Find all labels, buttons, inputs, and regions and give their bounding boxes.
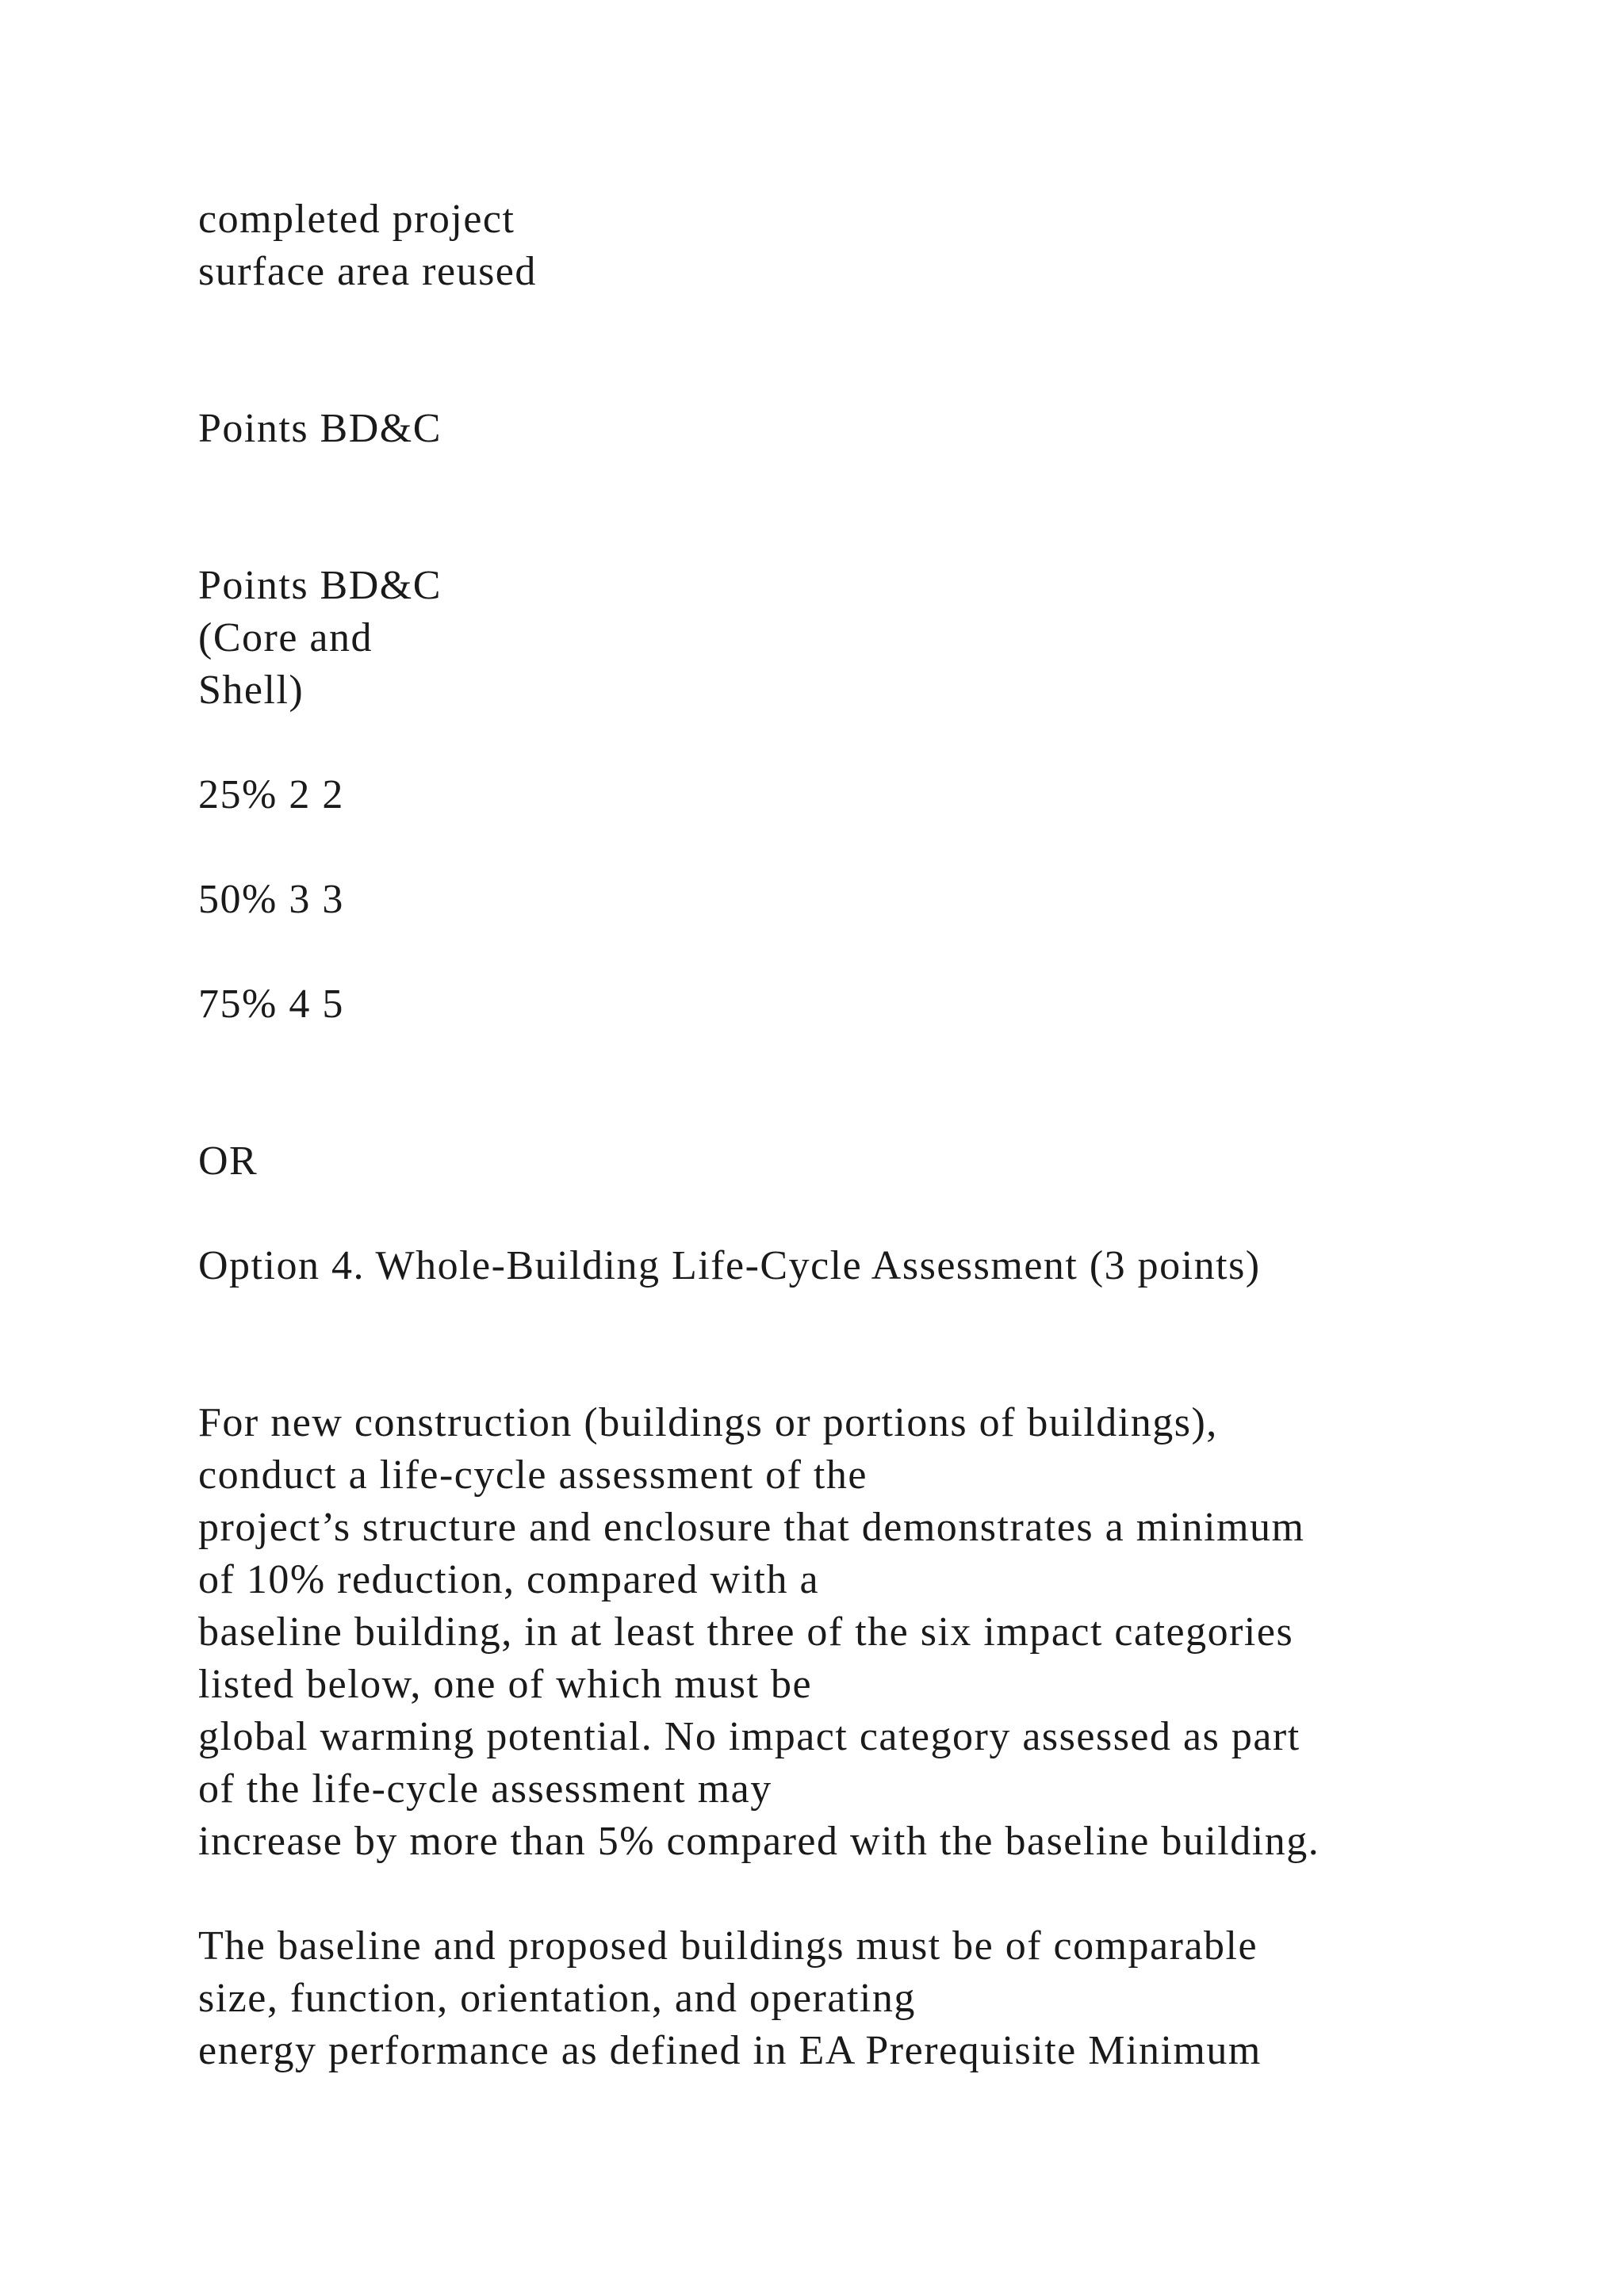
text-line: 25% 2 2 (198, 772, 344, 817)
text-line: The baseline and proposed buildings must be of comparable (198, 1923, 1258, 1969)
text-line: Option 4. Whole-Building Life-Cycle Assessment (3 points) (198, 1243, 1261, 1288)
text-line: (Core and (198, 615, 373, 660)
document-body (198, 193, 1546, 2077)
text-line: conduct a life-cycle assessment of the (198, 1452, 868, 1498)
text-line: For new construction (buildings or portions of buildings), (198, 1400, 1218, 1445)
paragraph-surface-area (198, 193, 1546, 298)
text-line: project’s structure and enclosure that demonstrates a minimum (198, 1505, 1305, 1550)
paragraph-baseline (198, 1920, 1546, 2077)
paragraph-points-bdc-core-shell (198, 560, 1546, 717)
text-line: listed below, one of which must be (198, 1662, 813, 1707)
text-line: OR (198, 1138, 259, 1184)
text-line: of 10% reduction, compared with a (198, 1557, 820, 1602)
text-line: 75% 4 5 (198, 982, 344, 1027)
text-line: global warming potential. No impact category assessed as part (198, 1714, 1300, 1759)
text-line: Shell) (198, 668, 304, 713)
text-line: energy performance as defined in EA Prerequisite Minimum (198, 2028, 1262, 2073)
text-line: baseline building, in at least three of the six impact categories (198, 1609, 1294, 1655)
text-line: increase by more than 5% compared with the baseline building. (198, 1819, 1320, 1864)
text-line: 50% 3 3 (198, 877, 344, 922)
option-4-heading (198, 1240, 1546, 1292)
paragraph-points-bdc (198, 403, 1546, 455)
paragraph-new-construction (198, 1397, 1546, 1868)
text-line: completed project (198, 197, 515, 242)
text-line: Points BD&C (198, 563, 442, 608)
text-line: of the life-cycle assessment may (198, 1766, 772, 1812)
points-row-25 (198, 769, 1546, 821)
text-line: surface area reused (198, 249, 537, 294)
paragraph-or (198, 1135, 1546, 1188)
text-line: Points BD&C (198, 406, 442, 451)
points-row-75 (198, 978, 1546, 1031)
text-line: size, function, orientation, and operating (198, 1976, 916, 2021)
points-row-50 (198, 874, 1546, 926)
